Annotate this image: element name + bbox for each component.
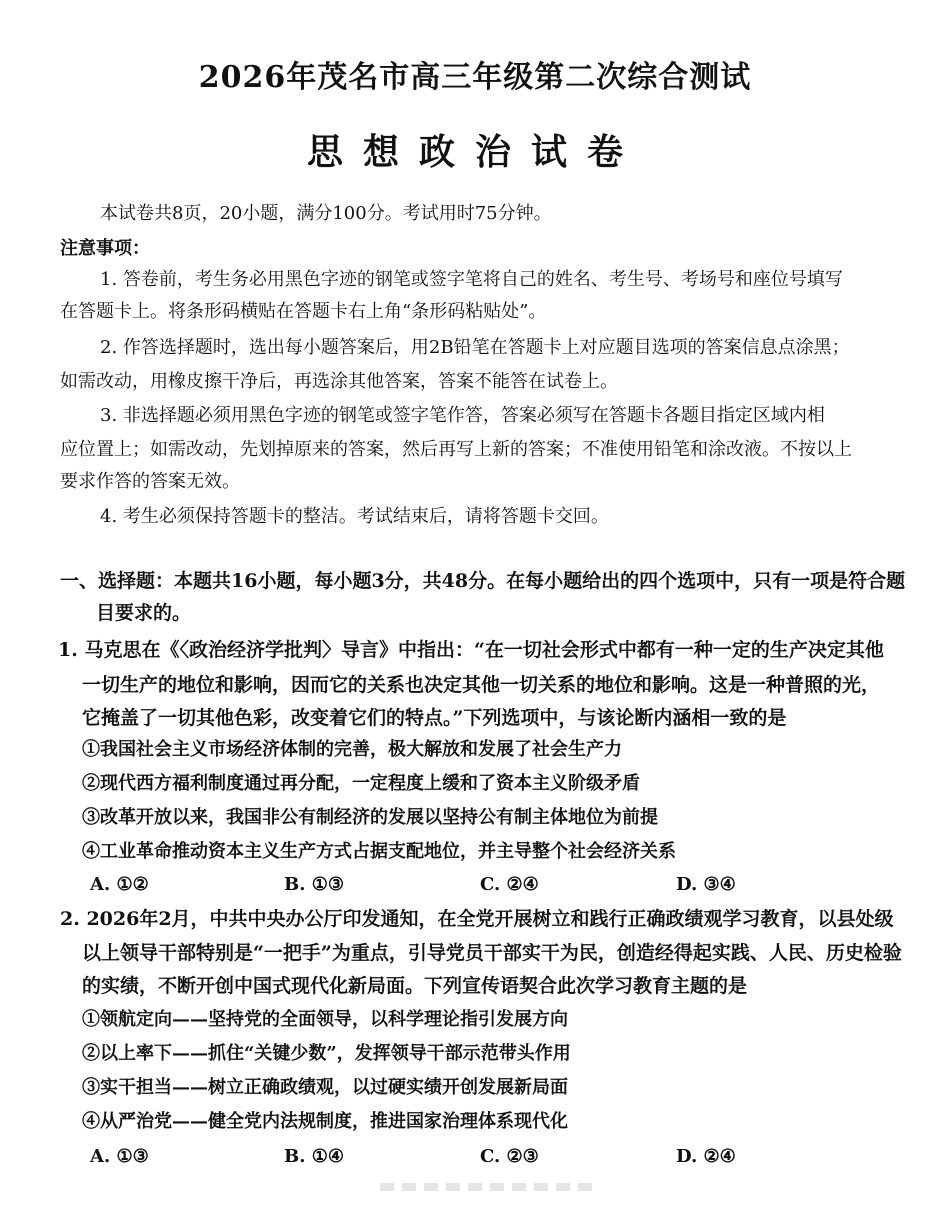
faint-footer-mark: [380, 1183, 600, 1191]
subject-title: 思想政治试卷: [306, 131, 643, 173]
question-1-item: ②现代西方福利制度通过再分配，一定程度上缓和了资本主义阶级矛盾: [82, 773, 640, 794]
question-1-item: ④工业革命推动资本主义生产方式占据支配地位，并主导整个社会经济关系: [82, 841, 676, 862]
question-2-stem: 的实绩，不断开创中国式现代化新局面。下列宣传语契合此次学习教育主题的是: [82, 975, 748, 997]
notice-line: 要求作答的答案无效。: [60, 471, 240, 492]
section-heading: 一、选择题：本题共16小题，每小题3分，共48分。在每小题给出的四个选项中，只有一项是符合题: [60, 570, 906, 592]
question-2-choice-a: A. ①③: [90, 1146, 149, 1167]
question-1-stem: 1. 马克思在《〈政治经济学批判〉导言》中指出：“在一切社会形式中都有一种一定的生产决定其他: [58, 639, 884, 661]
question-2-item: ④从严治党——健全党内法规制度，推进国家治理体系现代化: [82, 1111, 568, 1132]
notice-line: 2. 作答选择题时，选出每小题答案后，用2B铅笔在答题卡上对应题目选项的答案信息点涂黑；: [100, 337, 850, 358]
notice-line: 1. 答卷前，考生务必用黑色字迹的钢笔或签字笔将自己的姓名、考生号、考场号和座位号填写: [100, 269, 843, 290]
notice-line: 4. 考生必须保持答题卡的整洁。考试结束后，请将答题卡交回。: [100, 506, 609, 527]
notice-heading: 注意事项：: [60, 238, 150, 259]
question-2-item: ②以上率下——抓住“关键少数”，发挥领导干部示范带头作用: [82, 1043, 571, 1064]
question-2-item: ①领航定向——坚持党的全面领导，以科学理论指引发展方向: [82, 1009, 568, 1030]
section-heading-cont: 目要求的。: [96, 602, 192, 624]
question-2-stem: 2. 2026年2月，中共中央办公厅印发通知，在全党开展树立和践行正确政绩观学习教育，以县处级: [60, 908, 894, 930]
question-2-item: ③实干担当——树立正确政绩观，以过硬实绩开创发展新局面: [82, 1077, 568, 1098]
question-1-choice-c: C. ②④: [480, 874, 539, 895]
notice-line: 如需改动，用橡皮擦干净后，再选涂其他答案，答案不能答在试卷上。: [60, 371, 618, 392]
exam-title: 2026年茂名市高三年级第二次综合测试: [198, 60, 752, 95]
question-2-choice-d: D. ②④: [676, 1146, 736, 1167]
question-1-choice-a: A. ①②: [90, 874, 149, 895]
question-1-choice-d: D. ③④: [676, 874, 736, 895]
question-1-item: ③改革开放以来，我国非公有制经济的发展以坚持公有制主体地位为前提: [82, 807, 658, 828]
notice-line: 应位置上；如需改动，先划掉原来的答案，然后再写上新的答案；不准使用铅笔和涂改液。不按以上: [60, 439, 852, 460]
notice-line: 在答题卡上。将条形码横贴在答题卡右上角“条形码粘贴处”。: [60, 301, 547, 322]
exam-intro: 本试卷共8页，20小题，满分100分。考试用时75分钟。: [100, 203, 552, 224]
notice-line: 3. 非选择题必须用黑色字迹的钢笔或签字笔作答，答案必须写在答题卡各题目指定区域内相: [100, 405, 825, 426]
question-1-item: ①我国社会主义市场经济体制的完善，极大解放和发展了社会生产力: [82, 739, 622, 760]
question-2-choice-b: B. ①④: [284, 1146, 345, 1167]
question-1-choice-b: B. ①③: [284, 874, 345, 895]
question-2-stem: 以上领导干部特别是“一把手”为重点，引导党员干部实干为民，创造经得起实践、人民、历史检验: [82, 942, 902, 964]
question-1-stem: 一切生产的地位和影响，因而它的关系也决定其他一切关系的地位和影响。这是一种普照的光，: [82, 674, 881, 696]
question-2-choice-c: C. ②③: [480, 1146, 539, 1167]
question-1-stem: 它掩盖了一切其他色彩，改变着它们的特点。”下列选项中，与该论断内涵相一致的是: [82, 707, 787, 729]
